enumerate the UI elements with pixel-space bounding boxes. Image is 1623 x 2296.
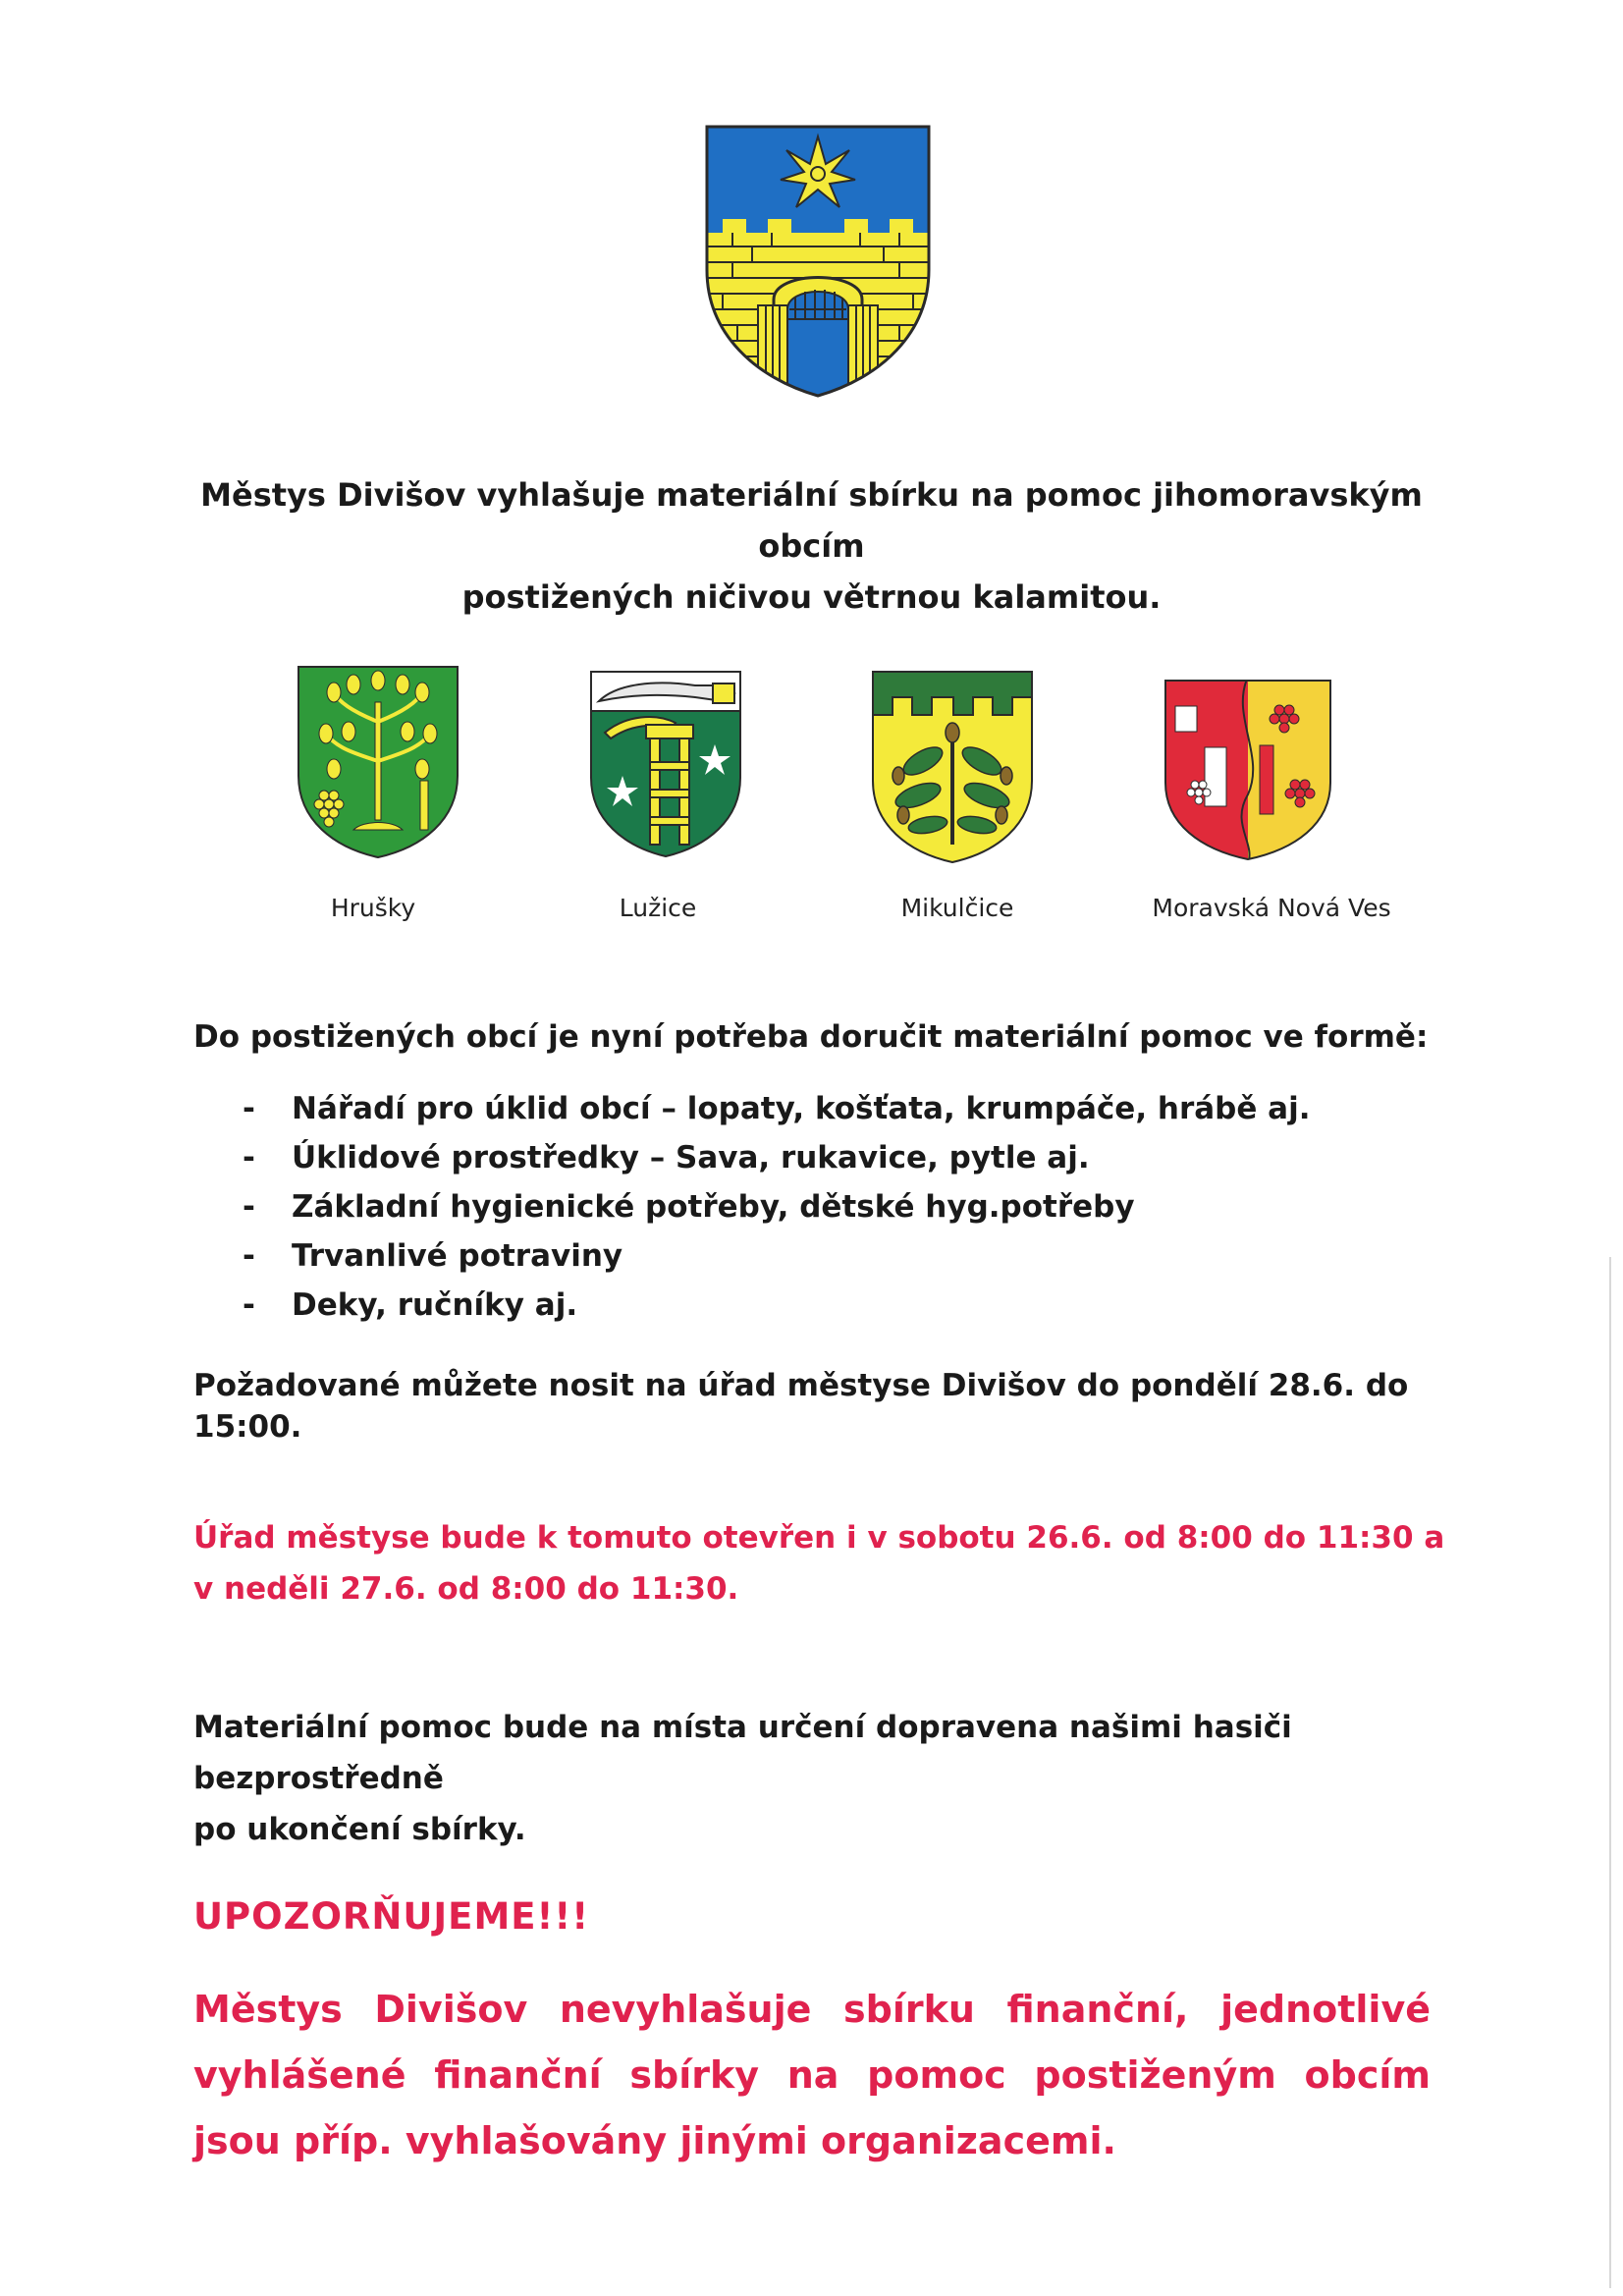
warning-heading: UPOZORŇUJEME!!! [193,1895,590,1938]
list-item-text: Deky, ručníky aj. [292,1287,578,1323]
list-item [193,1133,1470,1182]
village-crests-row [0,663,1623,874]
opening-hours-text [193,1512,1470,1614]
village-label-hrusky: Hrušky [330,894,416,922]
intro-line-2: postižených ničivou větrnou kalamitou. [461,578,1162,616]
opening-line-2: v neděli 27.6. od 8:00 do 11:30. [193,1571,739,1607]
list-dash: - [243,1287,255,1323]
list-item-text: Trvanlivé potraviny [292,1238,623,1274]
list-item-text: Úklidové prostředky – Sava, rukavice, pytle aj. [292,1140,1090,1175]
list-item [193,1182,1470,1231]
list-item [193,1281,1470,1330]
list-dash: - [243,1091,255,1126]
list-item-text: Nářadí pro úklid obcí – lopaty, košťata, krumpáče, hrábě aj. [292,1091,1311,1126]
list-dash: - [243,1140,255,1175]
village-label-moravska-nova-ves: Moravská Nová Ves [1152,894,1391,922]
village-label-mikulcice: Mikulčice [900,894,1014,922]
list-dash: - [243,1189,255,1225]
intro-line-1: Městys Divišov vyhlašuje materiální sbírku na pomoc jihomoravským obcím [200,476,1423,565]
list-item [193,1084,1470,1133]
list-dash: - [243,1238,255,1274]
opening-line-1: Úřad městyse bude k tomuto otevřen i v sobotu 26.6. od 8:00 do 11:30 a [193,1520,1445,1556]
intro-text [157,469,1466,623]
deadline-text: Požadované můžete nosit na úřad městyse Divišov do pondělí 28.6. do 15:00. [193,1368,1409,1445]
needs-list [193,1084,1470,1330]
hrusky-coat-of-arms-icon [295,663,461,859]
delivery-line-1: Materiální pomoc bude na místa určení dopravena našimi hasiči bezprostředně [193,1710,1292,1796]
needs-lead: Do postižených obcí je nyní potřeba doručit materiální pomoc ve formě: [193,1019,1429,1055]
warning-body: Městys Divišov nevyhlašuje sbírku finanční, jednotlivé vyhlášené finanční sbírky na pomoc postiženým obcím jsou příp. vyhlašovány jinými organizacemi. [193,1988,1431,2162]
list-item-text: Základní hygienické potřeby, dětské hyg.potřeby [292,1189,1135,1225]
moravska-nova-ves-coat-of-arms-icon [1162,677,1334,863]
village-label-luzice: Lužice [619,894,697,922]
scan-edge-line [1609,1257,1611,2288]
list-item [193,1231,1470,1281]
divisov-coat-of-arms-icon [703,123,933,400]
delivery-text [193,1702,1470,1855]
delivery-line-2: po ukončení sbírky. [193,1812,526,1847]
luzice-coat-of-arms-icon [587,668,744,859]
mikulcice-coat-of-arms-icon [869,668,1036,864]
